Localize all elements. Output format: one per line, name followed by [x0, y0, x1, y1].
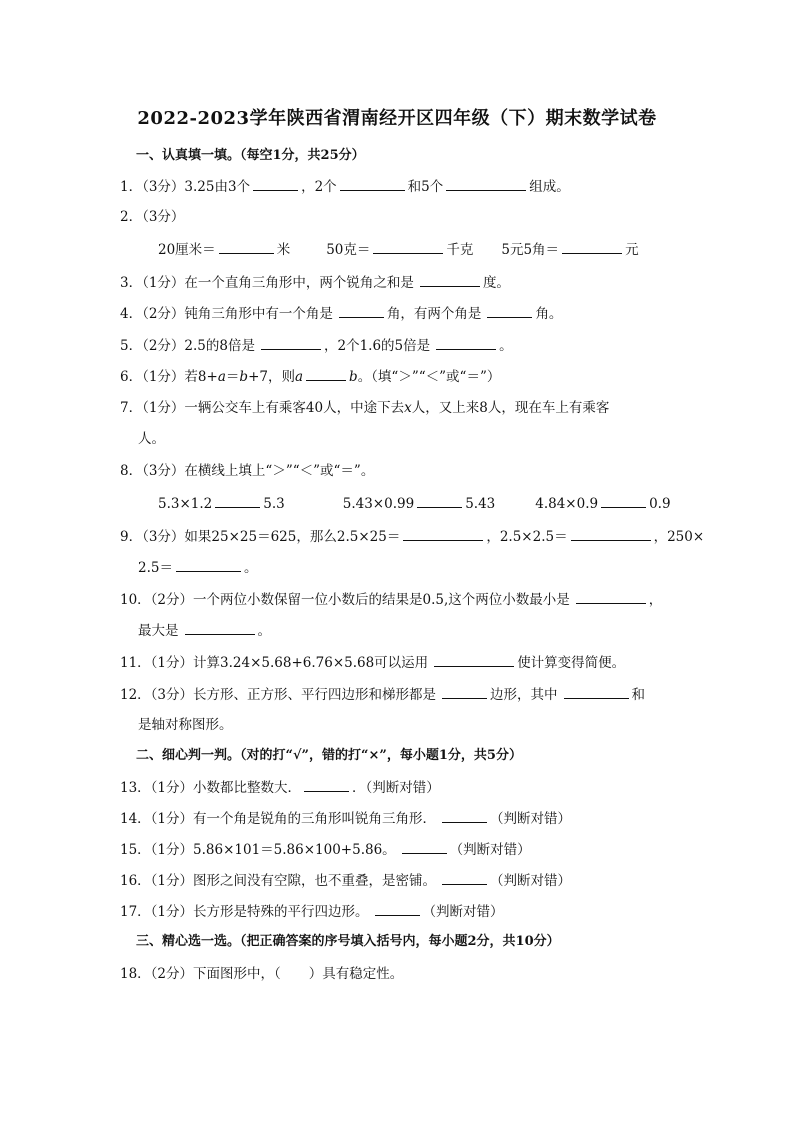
q8-item2-right: 5.43 [465, 496, 496, 512]
question-12 [120, 685, 645, 704]
q12-text-a: 12．（3分）长方形、正方形、平行四边形和梯形都是 [120, 687, 437, 703]
q3-text-b: 度。 [482, 275, 510, 291]
question-9-cont [138, 558, 257, 577]
question-11 [120, 653, 625, 672]
q16-text-b: （判断对错） [490, 873, 572, 889]
question-18 [120, 965, 403, 983]
q10-blank-1[interactable] [576, 590, 646, 604]
q10-text-a: 10．（2分）一个两位小数保留一位小数后的结果是0.5,这个两位小数最小是 [120, 592, 570, 608]
q9-text-e: 。 [243, 560, 258, 576]
question-2: 2．（3分） [120, 209, 185, 225]
q15-text-a: 15．（1分）5.86×101＝5.86×100+5.86。 [120, 842, 396, 858]
question-2-items [158, 240, 639, 259]
question-1 [120, 177, 570, 196]
q1-blank-2[interactable] [340, 177, 405, 191]
q1-text-a: 1．（3分）3.25由3个 [120, 179, 251, 195]
question-7 [120, 399, 609, 417]
q5-blank-1[interactable] [261, 336, 321, 350]
q8-item1-right: 5.3 [263, 496, 285, 512]
q8-blank-1[interactable] [215, 494, 260, 508]
question-5 [120, 336, 513, 355]
q4-text-c: 角。 [535, 306, 563, 322]
q6-text-a: 6．（1分）若8+ [120, 369, 218, 385]
q5-text-c: 。 [499, 338, 513, 354]
q2-item1-text: 20厘米＝ [158, 242, 216, 258]
q7-text-a: 7．（1分）一辆公交车上有乘客40人，中途下去 [120, 400, 405, 416]
question-3 [120, 273, 510, 292]
q15-text-b: （判断对错） [449, 842, 531, 858]
q7-text-b: 人，又上来8人，现在车上有乘客 [411, 400, 610, 416]
q6-var-a2: a [294, 369, 304, 385]
q5-text-a: 5．（2分）2.5的8倍是 [120, 338, 255, 354]
q12-blank-2[interactable] [564, 685, 629, 699]
q17-blank[interactable] [375, 902, 420, 916]
q3-blank-1[interactable] [420, 273, 480, 287]
q8-item2-left: 5.43×0.99 [342, 496, 415, 512]
q13-text-b: ．（判断对错） [352, 780, 440, 796]
q12-blank-1[interactable] [442, 685, 487, 699]
q2-item2-unit: 千克 [446, 242, 474, 258]
q18-text-b: ）具有稳定性。 [308, 966, 404, 982]
q14-blank[interactable] [442, 809, 487, 823]
question-12-cont: 是轴对称图形。 [138, 717, 233, 733]
q14-text-b: （判断对错） [490, 811, 572, 827]
q6-text-b: ＝ [225, 369, 240, 385]
q9-blank-2[interactable] [571, 527, 651, 541]
q13-blank[interactable] [304, 778, 349, 792]
q6-text-c: +7，则 [248, 369, 295, 385]
question-13 [120, 778, 440, 797]
q6-text-d: 。（填“＞”“＜”或“＝”） [357, 369, 501, 385]
question-15 [120, 840, 531, 859]
q13-text-a: 13．（1分）小数都比整数大． [120, 780, 302, 796]
q12-text-c: 和 [631, 687, 646, 703]
q1-blank-1[interactable] [253, 177, 298, 191]
q2-item2-text: 50克＝ [326, 242, 371, 258]
q14-text-a: 14．（1分）有一个角是锐角的三角形叫锐角三角形． [120, 811, 437, 827]
question-7-cont: 人。 [138, 431, 165, 447]
q9-text-b: ，2.5×2.5＝ [486, 529, 568, 545]
q9-text-c: ，250× [653, 529, 705, 545]
q8-blank-3[interactable] [601, 494, 646, 508]
q3-text-a: 3．（1分）在一个直角三角形中，两个锐角之和是 [120, 275, 414, 291]
q9-blank-3[interactable] [176, 558, 241, 572]
q4-text-a: 4．（2分）钝角三角形中有一个角是 [120, 306, 333, 322]
question-9 [120, 527, 704, 546]
question-14 [120, 809, 571, 828]
q5-text-b: ，2个1.6的5倍是 [324, 338, 431, 354]
q4-blank-1[interactable] [339, 304, 384, 318]
q4-blank-2[interactable] [487, 304, 532, 318]
page-title: 2022-2023学年陕西省渭南经开区四年级（下）期末数学试卷 [137, 108, 657, 129]
q5-blank-2[interactable] [436, 336, 496, 350]
q17-text-b: （判断对错） [422, 904, 504, 920]
q9-blank-1[interactable] [403, 527, 483, 541]
section-1-heading: 一、认真填一填。（每空1分，共25分） [136, 148, 365, 163]
q6-blank-1[interactable] [306, 367, 346, 381]
q8-item1-left: 5.3×1.2 [158, 496, 213, 512]
q8-item3-right: 0.9 [649, 496, 671, 512]
question-6 [120, 367, 500, 386]
q8-blank-2[interactable] [417, 494, 462, 508]
question-4 [120, 304, 562, 323]
q6-var-a: a [217, 369, 226, 385]
q2-blank-2[interactable] [373, 240, 443, 254]
q1-text-b: ，2个 [301, 179, 337, 195]
q17-text-a: 17．（1分）长方形是特殊的平行四边形。 [120, 904, 369, 920]
q11-blank-1[interactable] [434, 653, 514, 667]
q2-item3-text: 5元5角＝ [501, 242, 560, 258]
q12-text-b: 边形，其中 [490, 687, 558, 703]
section-2-heading: 二、细心判一判。（对的打“√”，错的打“×”，每小题1分，共5分） [136, 748, 522, 763]
q7-var-x: x [404, 400, 412, 416]
q11-text-a: 11．（1分）计算3.24×5.68+6.76×5.68可以运用 [120, 655, 429, 671]
q8-item3-left: 4.84×0.9 [535, 496, 599, 512]
q6-var-b2: b [349, 369, 358, 385]
question-8: 8．（3分）在横线上填上“＞”“＜”或“＝”。 [120, 463, 375, 479]
q1-blank-3[interactable] [446, 177, 526, 191]
q11-text-b: 使计算变得简便。 [517, 655, 626, 671]
q9-text-a: 9．（3分）如果25×25＝625，那么2.5×25＝ [120, 529, 401, 545]
question-8-items [158, 494, 671, 513]
q4-text-b: 角，有两个角是 [386, 306, 482, 322]
question-10 [120, 590, 662, 609]
q2-blank-1[interactable] [219, 240, 274, 254]
q2-item1-unit: 米 [276, 242, 291, 258]
q2-item3-unit: 元 [625, 242, 639, 258]
q15-blank[interactable] [402, 840, 447, 854]
q18-text-a: 18．（2分）下面图形中，（ [120, 966, 281, 982]
question-10-cont [138, 621, 271, 640]
q16-blank[interactable] [442, 871, 487, 885]
q1-text-c: 和5个 [407, 179, 444, 195]
section-3-heading: 三、精心选一选。（把正确答案的序号填入括号内，每小题2分，共10分） [136, 934, 560, 949]
q1-text-d: 组成。 [529, 179, 570, 195]
q10-text-d: 。 [257, 623, 271, 639]
q16-text-a: 16．（1分）图形之间没有空隙，也不重叠，是密铺。 [120, 873, 437, 889]
q6-var-b: b [239, 369, 249, 385]
q10-text-b: ， [648, 592, 663, 608]
q10-text-c: 最大是 [138, 623, 179, 639]
q9-text-d: 2.5＝ [138, 560, 173, 576]
q2-blank-3[interactable] [562, 240, 622, 254]
q10-blank-2[interactable] [185, 621, 255, 635]
question-17 [120, 902, 504, 921]
question-16 [120, 871, 571, 890]
